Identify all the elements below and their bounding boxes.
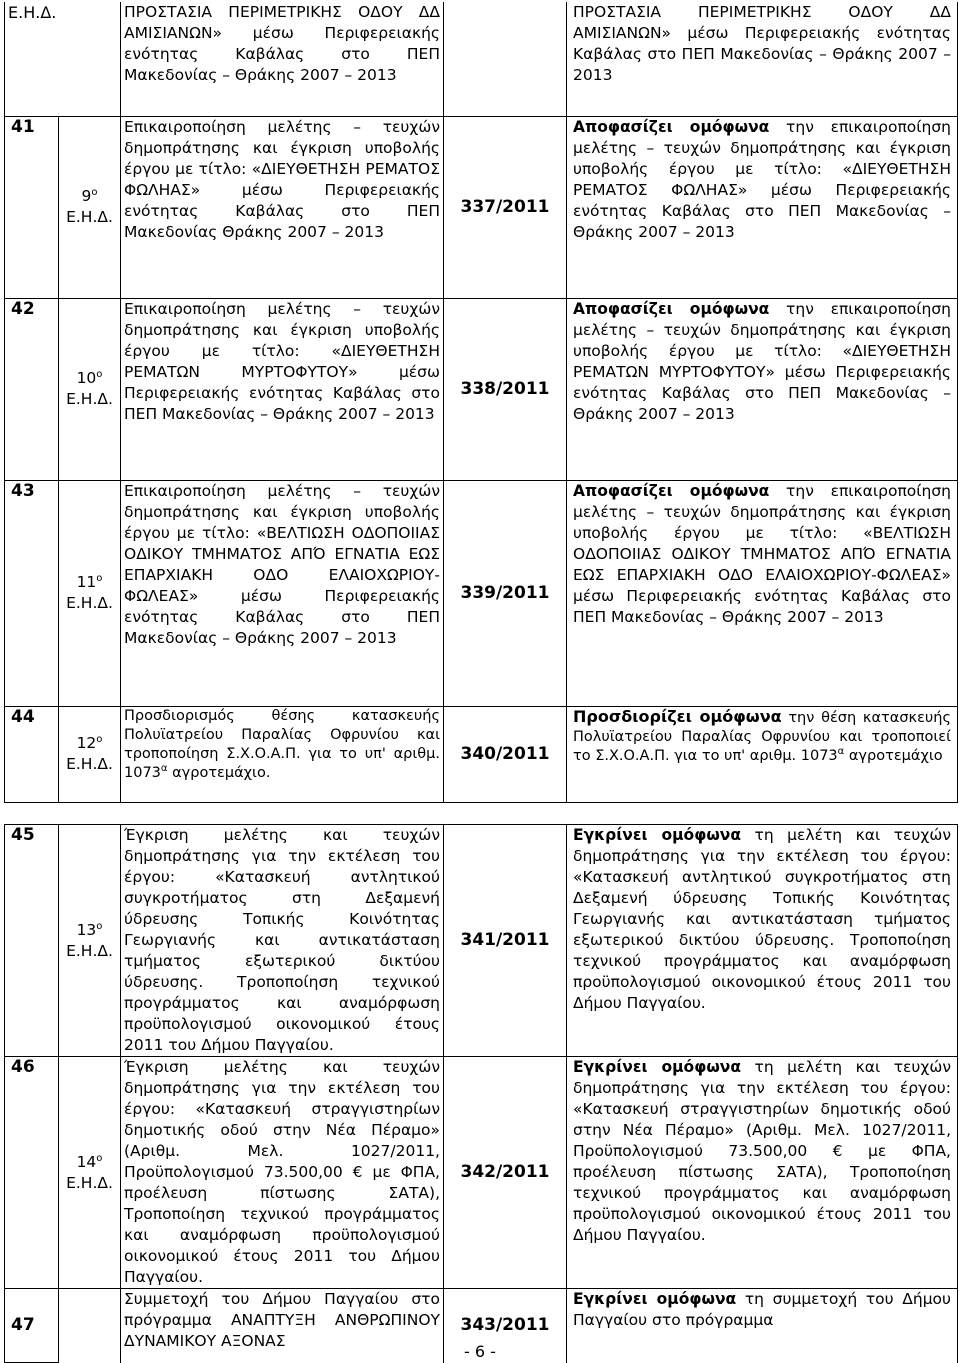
eh-label: Ε.Η.Δ. xyxy=(66,941,113,960)
decisions-table-1 xyxy=(4,2,958,803)
subject-text: Προσδιορισμός θέσης κατασκευής Πολυϊατρείου Παραλίας Οφρυνίου και τροποποίηση Σ.Χ.Ο.Α.Π. για το υπ' αριθμ. 1073 xyxy=(124,707,440,781)
decision-number: 339/2011 xyxy=(444,480,567,706)
resolution-cell xyxy=(567,1057,958,1289)
subject-cell: Επικαιροποίηση μελέτης – τευχών δημοπράτησης και έγκριση υποβολής έργου με τίτλο: «ΒΕΛΤΙΩΣΗ ΟΔΟΠΟΙΙΑΣ ΟΔΙΚΟΥ ΤΜΗΜΑΤΟΣ ΑΠΌ ΕΓΝΑΤΙΑ ΕΩΣ ΕΠΑΡΧΙΑΚΗ ΟΔΟ ΕΛΑΙΟΧΩΡΙΟΥ-ΦΩΛΕΑΣ» μέσω Περιφερειακής ενότητας Καβάλας στο ΠΕΠ Μακεδονίας – Θράκης 2007 – 2013 xyxy=(121,480,444,706)
decisions-table-2 xyxy=(4,824,958,1363)
subject-cell xyxy=(121,706,444,802)
eh-ordinal-sup: ο xyxy=(91,186,98,198)
resolution-cell xyxy=(567,116,958,298)
subject-cell: Έγκριση μελέτης και τευχών δημοπράτησης για την εκτέλεση του έργου: «Κατασκευή αντλητικού συγκροτήματος στη Δεξαμενή ύδρευσης Τοπικής Κοινότητας Γεωργιανής και αντικατάσταση τμήματος εξωτερικού δικτύου ύδρευσης. Τροποποίηση τεχνικού προγράμματος και αναμόρφωση προϋπολογισμού οικονομικού έτους 2011 του Δήμου Παγγαίου. xyxy=(121,825,444,1057)
eh-ordinal-sup: ο xyxy=(96,920,103,932)
eh-ordinal: 13 xyxy=(76,920,97,939)
subject-cell: Επικαιροποίηση μελέτης – τευχών δημοπράτησης και έγκριση υποβολής έργου με τίτλο: «ΔΙΕΥΘΕΤΗΣΗ ΡΕΜΑΤΩΝ ΜΥΡΤΟΦΥΤΟΥ» μέσω Περιφερειακής ενότητας Καβάλας στο ΠΕΠ Μακεδονίας – Θράκης 2007 – 2013 xyxy=(121,298,444,480)
table-row xyxy=(5,1057,958,1289)
eh-label: Ε.Η.Δ. xyxy=(66,390,113,408)
decision-number: 340/2011 xyxy=(444,706,567,802)
eh-ordinal: 9 xyxy=(81,187,92,205)
page-number: - 6 - xyxy=(464,1342,496,1361)
subject-cell: Συμμετοχή του Δήμου Παγγαίου στο πρόγραμμα ΑΝΑΠΤΥΞΗ ΑΝΘΡΩΠΙΝΟΥ ΔΥΝΑΜΙΚΟΥ ΑΞΟΝΑΣ xyxy=(121,1289,444,1363)
resolution-verb: Προσδιορίζει ομόφωνα xyxy=(573,706,782,726)
decision-number: 337/2011 xyxy=(444,116,567,298)
resolution-verb: Αποφασίζει ομόφωνα xyxy=(573,481,770,500)
eh-ordinal: 12 xyxy=(76,734,97,752)
decision-number: 341/2011 xyxy=(444,825,567,1057)
resolution-text: την επικαιροποίηση μελέτης – τευχών δημοπράτησης και έγκριση υποβολής έργου με τίτλο: «ΒΕΛΤΙΩΣΗ ΟΔΟΠΟΙΙΑΣ ΟΔΙΚΟΥ ΤΜΗΜΑΤΟΣ ΑΠΌ ΕΓΝΑΤΙΑ ΕΩΣ ΕΠΑΡΧΙΑΚΗ ΟΔΟ ΕΛΑΙΟΧΩΡΙΟΥ-ΦΩΛΕΑΣ» μέσω Περιφερειακής ενότητας Καβάλας στο ΠΕΠ Μακεδονίας – Θράκης 2007 – 2013 xyxy=(573,481,951,626)
resolution-verb: Εγκρίνει ομόφωνα xyxy=(573,826,741,844)
resolution-text: τη μελέτη και τευχών δημοπράτησης για την εκτέλεση του έργου: «Κατασκευή στραγγιστηρίων δημοτικής οδού στην Νέα Πέραμο» (Αριθμ. Μελ. 1027/2011, Προϋπολογισμού 73.500,00 € με ΦΠΑ, προέλευση πίστωσης ΣΑΤΑ), Τροποποίηση τεχνικού προγράμματος και αναμόρφωση προϋπολογισμού οικονομικού έτους 2011 του Δήμου Παγγαίου. xyxy=(573,1058,951,1244)
eh-label: Ε.Η.Δ. xyxy=(66,1173,113,1192)
eh-ordinal-sup: ο xyxy=(96,368,103,380)
eh-ordinal: 14 xyxy=(76,1152,97,1171)
decision-cell xyxy=(444,2,567,116)
item-number: 43 xyxy=(5,480,59,706)
table-row xyxy=(5,298,958,480)
item-number: 42 xyxy=(5,298,59,480)
item-number: 46 xyxy=(5,1057,59,1289)
table-row xyxy=(5,116,958,298)
table-row xyxy=(5,2,958,116)
eh-label: Ε.Η.Δ. xyxy=(5,2,121,116)
resolution-sup: α xyxy=(837,745,845,757)
table-row xyxy=(5,825,958,1057)
resolution-cell xyxy=(567,298,958,480)
eh-ordinal-sup: ο xyxy=(96,572,103,584)
eh-ordinal: 11 xyxy=(76,573,97,591)
subject-text-end: αγροτεμάχιο. xyxy=(167,764,271,781)
resolution-cell xyxy=(567,706,958,802)
decision-number: 342/2011 xyxy=(444,1057,567,1289)
resolution-verb: Εγκρίνει ομόφωνα xyxy=(573,1058,741,1076)
resolution-verb: Εγκρίνει ομόφωνα xyxy=(573,1290,737,1308)
item-number: 47 xyxy=(5,1289,59,1363)
table-row xyxy=(5,706,958,802)
decision-number: 343/2011 xyxy=(444,1289,567,1363)
resolution-text: τη μελέτη και τευχών δημοπράτησης για την εκτέλεση του έργου: «Κατασκευή αντλητικού συγκροτήματος στη Δεξαμενή ύδρευσης Τοπικής Κοινότητας Γεωργιανής και αντικατάσταση τμήματος εξωτερικού δικτύου ύδρευσης. Τροποποίηση τεχνικού προγράμματος και αναμόρφωση προϋπολογισμού οικονομικού έτους 2011 του Δήμου Παγγαίου. xyxy=(573,826,951,1012)
subject-cell: Επικαιροποίηση μελέτης – τευχών δημοπράτησης και έγκριση υποβολής έργου με τίτλο: «ΔΙΕΥΘΕΤΗΣΗ ΡΕΜΑΤΟΣ ΦΩΛΗΑΣ» μέσω Περιφερειακής ενότητας Καβάλας στο ΠΕΠ Μακεδονίας Θράκης 2007 – 2013 xyxy=(121,116,444,298)
item-number: 45 xyxy=(5,825,59,1057)
item-number: 44 xyxy=(5,706,59,802)
eh-cell xyxy=(59,1057,121,1289)
resolution-cell xyxy=(567,480,958,706)
resolution-text-end: αγροτεμάχιο xyxy=(844,747,943,764)
eh-cell xyxy=(59,298,121,480)
resolution-text: τη συμμετοχή του Δήμου Παγγαίου στο πρόγραμμα xyxy=(573,1290,952,1329)
resolution-text: την επικαιροποίηση μελέτης – τευχών δημοπράτησης και έγκριση υποβολής έργου με τίτλο: «ΔΙΕΥΘΕΤΗΣΗ ΡΕΜΑΤΟΣ ΦΩΛΗΑΣ» μέσω Περιφερειακής ενότητας Καβάλας στο ΠΕΠ Μακεδονίας – Θράκης 2007 – 2013 xyxy=(573,117,951,241)
eh-ordinal-sup: ο xyxy=(96,733,103,745)
decision-number: 338/2011 xyxy=(444,298,567,480)
subject-sup: α xyxy=(160,762,168,774)
resolution-text: την επικαιροποίηση μελέτης – τευχών δημοπράτησης και έγκριση υποβολής έργου με τίτλο: «ΔΙΕΥΘΕΤΗΣΗ ΡΕΜΑΤΩΝ ΜΥΡΤΟΦΥΤΟΥ» μέσω Περιφερειακής ενότητας Καβάλας στο ΠΕΠ Μακεδονίας – Θράκης 2007 – 2013 xyxy=(573,299,951,423)
eh-cell xyxy=(59,706,121,802)
eh-cell xyxy=(59,825,121,1057)
eh-cell xyxy=(59,116,121,298)
item-number: 41 xyxy=(5,116,59,298)
subject-cell: ΠΡΟΣΤΑΣΙΑ ΠΕΡΙΜΕΤΡΙΚΗΣ ΟΔΟΥ ΔΔ ΑΜΙΣΙΑΝΩΝ» μέσω Περιφερειακής ενότητας Καβάλας στο ΠΕΠ Μακεδονίας – Θράκης 2007 – 2013 xyxy=(121,2,444,116)
eh-label: Ε.Η.Δ. xyxy=(66,594,113,612)
eh-ordinal-sup: ο xyxy=(96,1152,103,1164)
resolution-cell xyxy=(567,825,958,1057)
resolution-verb: Αποφασίζει ομόφωνα xyxy=(573,117,770,136)
eh-label: Ε.Η.Δ. xyxy=(66,755,113,773)
table-row xyxy=(5,480,958,706)
resolution-cell: ΠΡΟΣΤΑΣΙΑ ΠΕΡΙΜΕΤΡΙΚΗΣ ΟΔΟΥ ΔΔ ΑΜΙΣΙΑΝΩΝ» μέσω Περιφερειακής ενότητας Καβάλας στο ΠΕΠ Μακεδονίας – Θράκης 2007 – 2013 xyxy=(567,2,958,116)
resolution-verb: Αποφασίζει ομόφωνα xyxy=(573,299,770,318)
eh-ordinal: 10 xyxy=(76,369,97,387)
eh-label: Ε.Η.Δ. xyxy=(66,208,113,226)
eh-cell xyxy=(59,480,121,706)
subject-cell: Έγκριση μελέτης και τευχών δημοπράτησης για την εκτέλεση του έργου: «Κατασκευή στραγγιστηρίων δημοτικής οδού στην Νέα Πέραμο» (Αριθμ. Μελ. 1027/2011, Προϋπολογισμού 73.500,00 € με ΦΠΑ, προέλευση πίστωσης ΣΑΤΑ), Τροποποίηση τεχνικού προγράμματος και αναμόρφωση προϋπολογισμού οικονομικού έτους 2011 του Δήμου Παγγαίου. xyxy=(121,1057,444,1289)
resolution-text: την θέση κατασκευής Πολυϊατρείου Παραλίας Οφρυνίου και τροποποιεί το Σ.Χ.Ο.Α.Π. για το υπ' αριθμ. 1073 xyxy=(573,709,951,764)
